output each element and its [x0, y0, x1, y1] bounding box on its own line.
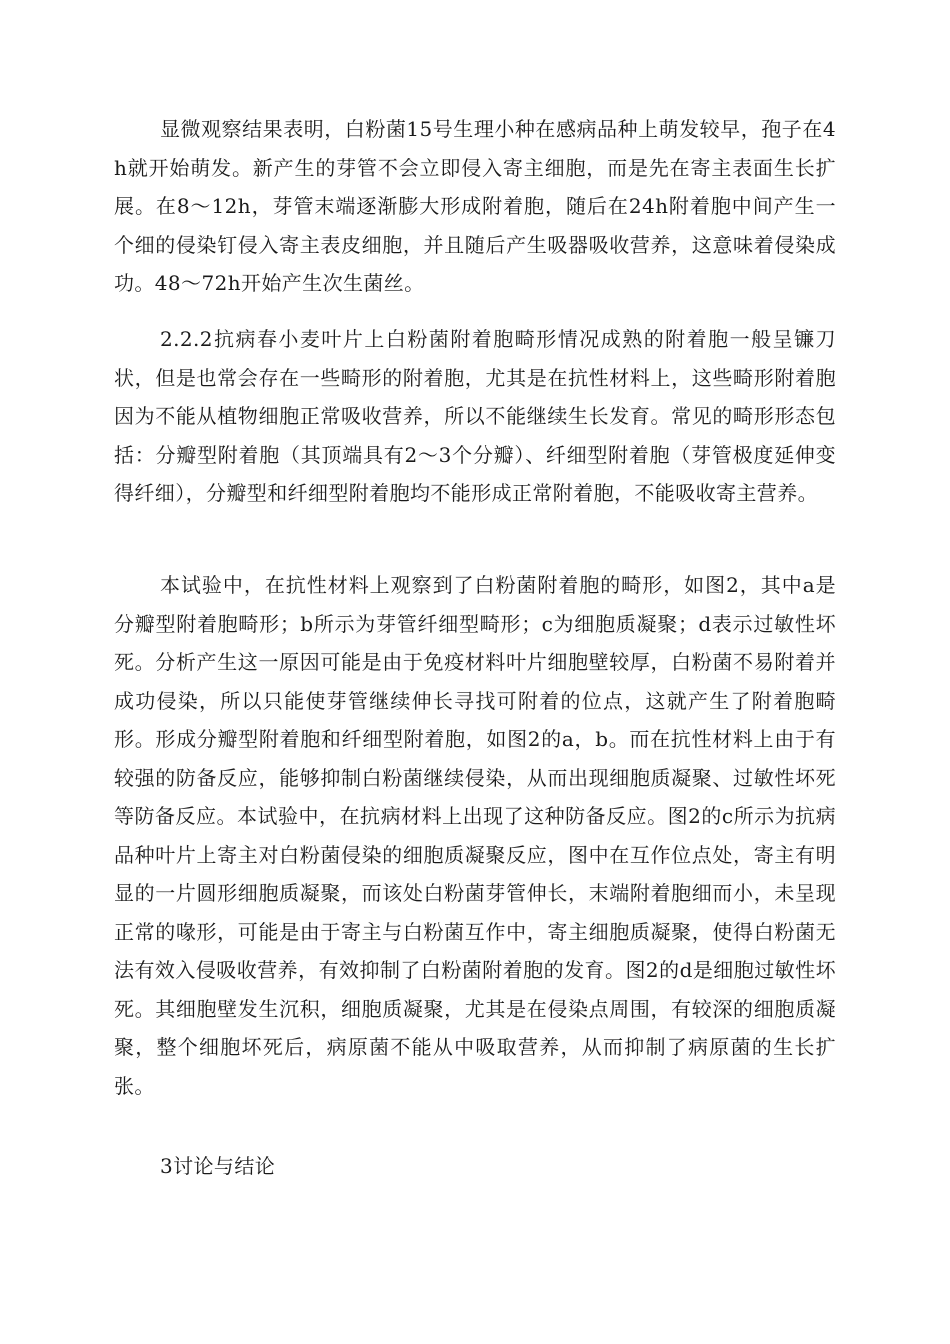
paragraph-appressorium-deformity: 2.2.2抗病春小麦叶片上白粉菌附着胞畸形情况成熟的附着胞一般呈镰刀状，但是也常会存在一些畸形的附着胞，尤其是在抗性材料上，这些畸形附着胞因为不能从植物细胞正常吸收营养，所以不能继续生长发育。常见的畸形形态包括：分瓣型附着胞（其顶端具有2～3个分瓣）、纤细型附着胞（芽管极度延伸变得纤细），分瓣型和纤细型附着胞均不能形成正常附着胞，不能吸收寄主营养。 [114, 327, 836, 505]
paragraph-experiment-observation: 本试验中，在抗性材料上观察到了白粉菌附着胞的畸形，如图2，其中a是分瓣型附着胞畸形；b所示为芽管纤细型畸形；c为细胞质凝聚；d表示过敏性坏死。分析产生这一原因可能是由于免疫材料叶片细胞壁较厚，白粉菌不易附着并成功侵染，所以只能使芽管继续伸长寻找可附着的位点，这就产生了附着胞畸形。形成分瓣型附着胞和纤细型附着胞，如图2的a，b。而在抗性材料上由于有较强的防备反应，能够抑制白粉菌继续侵染，从而出现细胞质凝聚、过敏性坏死等防备反应。本试验中，在抗病材料上出现了这种防备反应。图2的c所示为抗病品种叶片上寄主对白粉菌侵染的细胞质凝聚反应，图中在互作位点处，寄主有明显的一片圆形细胞质凝聚，而该处白粉菌芽管伸长，末端附着胞细而小，未呈现正常的喙形，可能是由于寄主与白粉菌互作中，寄主细胞质凝聚，使得白粉菌无法有效入侵吸收营养，有效抑制了白粉菌附着胞的发育。图2的d是细胞过敏性坏死。其细胞壁发生沉积，细胞质凝聚，尤其是在侵染点周围，有较深的细胞质凝聚，整个细胞坏死后，病原菌不能从中吸取营养，从而抑制了病原菌的生长扩张。 [114, 573, 836, 1098]
paragraph-microscopy-results: 显微观察结果表明，白粉菌15号生理小种在感病品种上萌发较早，孢子在4h就开始萌发。新产生的芽管不会立即侵入寄主细胞，而是先在寄主表面生长扩展。在8～12h，芽管末端逐渐膨大形成附着胞，随后在24h附着胞中间产生一个细的侵染钉侵入寄主表皮细胞，并且随后产生吸器吸收营养，这意味着侵染成功。48～72h开始产生次生菌丝。 [114, 117, 836, 295]
section-heading-discussion: 3讨论与结论 [160, 1154, 276, 1178]
